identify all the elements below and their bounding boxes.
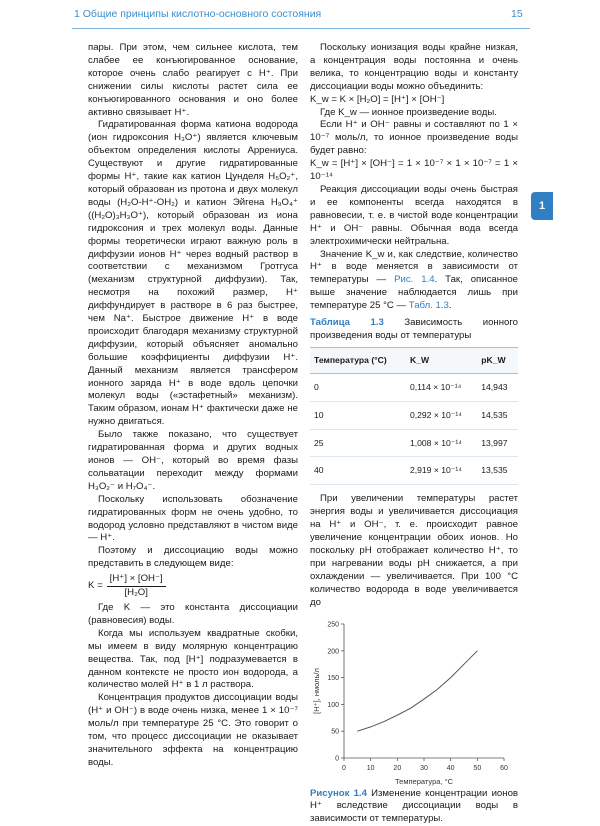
- left-paragraph-2: Гидратированная форма катиона водорода (ион гидроксония H₃O⁺) является ключевым объектом определения кислоты Аррениуса. Существуют и другие гидратированные формы H⁺, такие как катион Цунделя H₅O₂⁺, который образован из протона и двух молекул воды (H₂O-H⁺-OH₂) и катион Эйгена H₉O₄⁺ ((H₂O)₃H₃O⁺), который образован из иона гидроксония и трех молекул воды. Данные формы теоретически играют важную роль в диффузии ионов H⁺ через водный раствор в соответствии с механизмом Гротгуса (механизм структурной диффузии). Так, несмотря на похожий размер, H⁺ диффундирует в растворе в 6 раз быстрее, чем Na⁺. Быстрое движение H⁺ в воде происходит благодаря механизму структурной диффузии, который объясняет аномально большие коэффициенты диффузии H⁺. Данный механизм является трансфером ионного заряда H⁺ в воде вдоль цепочки молекул воды («эстафетный» механизм). Таким образом, ионам H⁺ фактически даже не нужно двигаться.: [88, 119, 298, 428]
- formula-fraction: [107, 573, 166, 600]
- table-cell: 14,943: [477, 373, 518, 401]
- x-tick-label: 0: [342, 764, 346, 772]
- left-paragraph-1: пары. При этом, чем сильнее кислота, тем слабее ее конъюгированное основание, которое очень слабо реагирует с H⁺. При снижении силы кислоты растет сила ее конъюгированного основания и оно более активно связывает H⁺.: [88, 42, 298, 118]
- left-paragraph-7: Когда мы используем квадратные скобки, мы имеем в виду молярную концентрацию вещества. Так, под [H⁺] подразумевается в данном контексте не просто ион водорода, а количество молей H⁺ в 1 л раствора.: [88, 627, 298, 691]
- right-paragraph-3: Если H⁺ и OH⁻ равны и составляют по 1 × 10⁻⁷ моль/л, то ионное произведение воды будет равно:: [310, 119, 518, 157]
- y-tick-label: 100: [327, 701, 339, 709]
- left-paragraph-6: Где K — это константа диссоциации (равновесия) воды.: [88, 601, 298, 626]
- table-header-row: [310, 347, 518, 373]
- y-tick-label: 200: [327, 647, 339, 655]
- table-cell: 14,535: [477, 401, 518, 429]
- series-line: [357, 650, 477, 730]
- y-tick-label: 250: [327, 621, 339, 629]
- y-tick-label: 0: [335, 755, 339, 763]
- header-rule: [72, 28, 530, 29]
- table-row: [310, 457, 518, 485]
- formula-numerator: [H⁺] × [OH⁻]: [107, 573, 166, 587]
- x-tick-label: 40: [446, 764, 455, 772]
- left-paragraph-3: Было также показано, что существует гидратированная форма и других водных ионов — OH⁻, который во время фазы сольватации переходит между формами H₃O₂⁻ и H₇O₄⁻.: [88, 429, 298, 492]
- right-paragraph-2: Где K_w — ионное произведение воды.: [320, 106, 497, 118]
- table-row: [310, 401, 518, 429]
- formula-lhs: K =: [88, 580, 103, 592]
- table-cell: 13,535: [477, 457, 518, 485]
- table-cell: 0: [310, 373, 406, 401]
- table-caption-text: Зависимость ионного произведения воды от температуры: [310, 317, 518, 341]
- table-cell: 0,292 × 10⁻¹⁴: [406, 401, 477, 429]
- figure-caption: [310, 788, 518, 826]
- table-header-cell: K_W: [406, 347, 477, 373]
- right-paragraph-6: При увеличении температуры растет энергия воды и увеличивается диссоциация на H⁺ и OH⁻, т. е. происходит равное увеличение концентрации обоих ионов. Но поскольку pH отображает количество H⁺, то при нагревании воды pH снижается, а при охлаждении — увеличивается. При 100 °С количество водорода в воде увеличивается до: [310, 493, 518, 608]
- temperature-h-chart: [310, 616, 518, 788]
- left-column: [88, 42, 298, 770]
- table-caption: [310, 317, 518, 343]
- figure-1-4: [310, 616, 518, 788]
- x-tick-label: 60: [500, 764, 508, 772]
- right-column: [310, 42, 518, 826]
- x-tick-label: 20: [393, 764, 402, 772]
- equation-kw: K_w = K × [H₂O] = [H⁺] × [OH⁻]: [310, 93, 445, 105]
- equation-kw-value: K_w = [H⁺] × [OH⁻] = 1 × 10⁻⁷ × 1 × 10⁻⁷ = 1 × 10⁻¹⁴: [310, 158, 518, 183]
- figure-caption-text: Изменение концентрации ионов H⁺ вследствие диссоциации воды в зависимости от температуры.: [310, 787, 518, 825]
- x-tick-label: 50: [473, 764, 482, 772]
- table-row: [310, 373, 518, 401]
- x-tick-label: 30: [420, 764, 428, 772]
- chapter-title: 1 Общие принципы кислотно-основного состояния: [74, 8, 322, 20]
- dissociation-formula: [88, 573, 298, 600]
- table-row: [310, 429, 518, 457]
- p5-text-c: .: [448, 300, 452, 312]
- kw-table: [310, 347, 518, 486]
- x-tick-label: 10: [366, 764, 375, 772]
- right-paragraph-5: [310, 249, 518, 314]
- x-axis-label: Температура, °С: [394, 776, 454, 786]
- table-cell: 25: [310, 429, 406, 457]
- y-tick-label: 150: [327, 674, 339, 682]
- page-header: [0, 0, 600, 32]
- figure-reference-link[interactable]: Рис. 1.4: [394, 274, 435, 286]
- table-cell: 0,114 × 10⁻¹⁴: [406, 373, 477, 401]
- p5-text-b: . Так, описанное выше значение наблюдается лишь при температуре 25 °С —: [310, 274, 518, 312]
- p5-text-a: Значение K_w и, как следствие, количество H⁺ в воде меняется в зависимости от температуры —: [310, 248, 518, 286]
- table-caption-label: Таблица 1.3: [310, 317, 384, 329]
- y-tick-label: 50: [331, 728, 339, 736]
- chapter-tab: 1: [531, 192, 553, 220]
- table-cell: 2,919 × 10⁻¹⁴: [406, 457, 477, 485]
- table-header-cell: pK_W: [477, 347, 518, 373]
- y-axis-label: [H⁺], нмоль/л: [312, 667, 321, 714]
- page-number: 15: [511, 8, 523, 20]
- table-cell: 1,008 × 10⁻¹⁴: [406, 429, 477, 457]
- table-cell: 13,997: [477, 429, 518, 457]
- table-cell: 40: [310, 457, 406, 485]
- left-paragraph-5: Поэтому и диссоциацию воды можно представить в следующем виде:: [88, 545, 298, 570]
- formula-denominator: [H₂O]: [124, 587, 148, 599]
- left-paragraph-4: Поскольку использовать обозначение гидратированных форм не очень удобно, то водород условно представляют в чистом виде — H⁺.: [88, 493, 298, 544]
- right-paragraph-1: Поскольку ионизация воды крайне низкая, а концентрация воды постоянна и очень велика, то концентрацию воды и константу диссоциации воды можно объединить:: [310, 42, 518, 92]
- table-reference-link[interactable]: Табл. 1.3: [408, 300, 449, 312]
- right-paragraph-4: Реакция диссоциации воды очень быстрая и ее компоненты всегда находятся в равновесии, т. е. в чистой воде концентрации H⁺ и OH⁻ равны. Обычная вода всегда электрохимически нейтральна.: [310, 183, 518, 247]
- table-cell: 10: [310, 401, 406, 429]
- table-header-cell: Температура (°С): [310, 347, 406, 373]
- left-paragraph-8: Концентрация продуктов диссоциации воды (H⁺ и OH⁻) в воде очень низка, менее 1 × 10⁻⁷ моль/л при температуре 25 °С. Это говорит о том, что процесс диссоциации не оказывает значительного эффекта на концентрацию воды.: [88, 692, 298, 768]
- figure-caption-label: Рисунок 1.4: [310, 787, 367, 799]
